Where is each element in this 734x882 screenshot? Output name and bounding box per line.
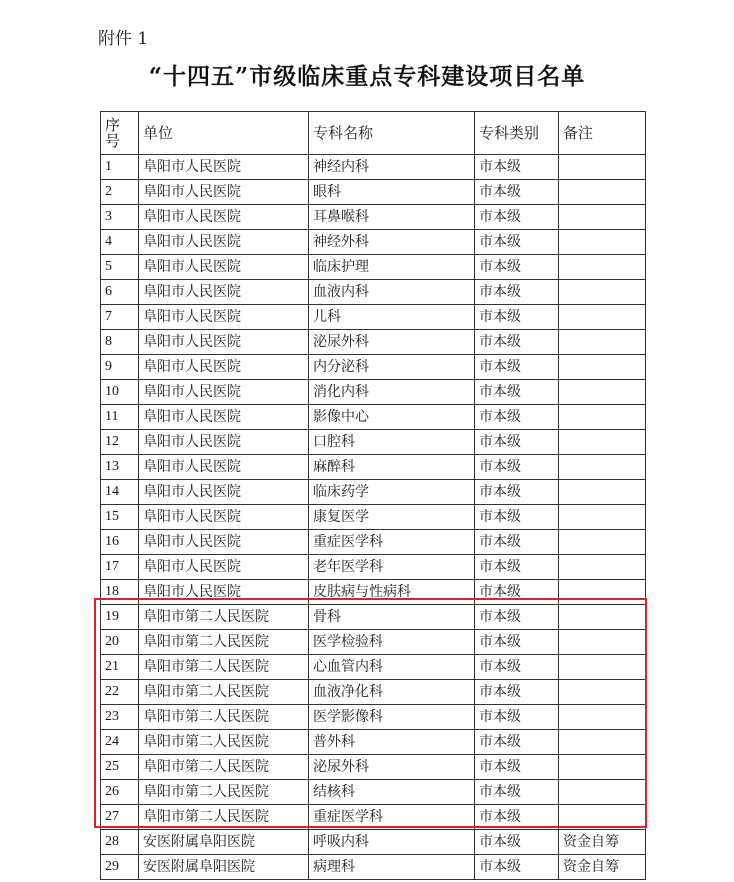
cell-serial-number: 14	[101, 480, 139, 505]
cell-unit: 阜阳市人民医院	[139, 555, 309, 580]
cell-specialty: 麻醉科	[309, 455, 475, 480]
cell-serial-number: 2	[101, 180, 139, 205]
cell-note	[559, 655, 646, 680]
table-row	[101, 680, 646, 705]
cell-note	[559, 480, 646, 505]
cell-unit: 阜阳市第二人民医院	[139, 805, 309, 830]
table-row	[101, 380, 646, 405]
cell-specialty: 医学影像科	[309, 705, 475, 730]
header-category: 专科类别	[475, 112, 559, 155]
cell-unit: 阜阳市第二人民医院	[139, 655, 309, 680]
cell-category: 市本级	[475, 730, 559, 755]
cell-specialty: 普外科	[309, 730, 475, 755]
cell-serial-number: 11	[101, 405, 139, 430]
cell-category: 市本级	[475, 855, 559, 880]
document-title: “十四五”市级临床重点专科建设项目名单	[148, 63, 586, 90]
cell-serial-number: 13	[101, 455, 139, 480]
table-row	[101, 580, 646, 605]
cell-specialty: 呼吸内科	[309, 830, 475, 855]
cell-category: 市本级	[475, 155, 559, 180]
cell-serial-number: 22	[101, 680, 139, 705]
cell-category: 市本级	[475, 280, 559, 305]
cell-serial-number: 23	[101, 705, 139, 730]
cell-note	[559, 455, 646, 480]
cell-category: 市本级	[475, 605, 559, 630]
cell-serial-number: 12	[101, 430, 139, 455]
cell-unit: 阜阳市第二人民医院	[139, 755, 309, 780]
cell-category: 市本级	[475, 655, 559, 680]
cell-note	[559, 155, 646, 180]
cell-specialty: 眼科	[309, 180, 475, 205]
cell-unit: 阜阳市人民医院	[139, 280, 309, 305]
cell-category: 市本级	[475, 705, 559, 730]
cell-note	[559, 805, 646, 830]
cell-category: 市本级	[475, 530, 559, 555]
table-row	[101, 430, 646, 455]
cell-unit: 阜阳市人民医院	[139, 180, 309, 205]
cell-specialty: 泌尿外科	[309, 330, 475, 355]
table-row	[101, 830, 646, 855]
cell-category: 市本级	[475, 305, 559, 330]
header-serial-top: 序	[105, 116, 121, 134]
cell-serial-number: 25	[101, 755, 139, 780]
table-row	[101, 505, 646, 530]
table-row	[101, 180, 646, 205]
cell-serial-number: 5	[101, 255, 139, 280]
cell-category: 市本级	[475, 580, 559, 605]
cell-category: 市本级	[475, 230, 559, 255]
attachment-label: 附件 1	[98, 29, 149, 49]
table-row	[101, 280, 646, 305]
cell-unit: 阜阳市人民医院	[139, 505, 309, 530]
cell-specialty: 康复医学	[309, 505, 475, 530]
cell-note	[559, 430, 646, 455]
cell-category: 市本级	[475, 355, 559, 380]
cell-specialty: 神经内科	[309, 155, 475, 180]
cell-note	[559, 730, 646, 755]
cell-specialty: 临床药学	[309, 480, 475, 505]
cell-unit: 安医附属阜阳医院	[139, 855, 309, 880]
cell-serial-number: 24	[101, 730, 139, 755]
cell-unit: 阜阳市第二人民医院	[139, 680, 309, 705]
cell-unit: 阜阳市人民医院	[139, 530, 309, 555]
cell-specialty: 血液内科	[309, 280, 475, 305]
cell-specialty: 儿科	[309, 305, 475, 330]
cell-serial-number: 9	[101, 355, 139, 380]
header-serial-bottom: 号	[105, 132, 121, 150]
cell-unit: 阜阳市第二人民医院	[139, 730, 309, 755]
header-specialty: 专科名称	[309, 112, 475, 155]
cell-unit: 阜阳市人民医院	[139, 255, 309, 280]
cell-category: 市本级	[475, 330, 559, 355]
cell-note	[559, 630, 646, 655]
cell-serial-number: 4	[101, 230, 139, 255]
table-row	[101, 355, 646, 380]
table-row	[101, 205, 646, 230]
cell-note	[559, 230, 646, 255]
cell-unit: 阜阳市人民医院	[139, 580, 309, 605]
cell-specialty: 医学检验科	[309, 630, 475, 655]
cell-unit: 阜阳市人民医院	[139, 455, 309, 480]
project-list-table	[100, 111, 646, 880]
cell-note	[559, 255, 646, 280]
cell-specialty: 皮肤病与性病科	[309, 580, 475, 605]
cell-serial-number: 29	[101, 855, 139, 880]
cell-note	[559, 305, 646, 330]
cell-note	[559, 330, 646, 355]
cell-category: 市本级	[475, 255, 559, 280]
cell-unit: 阜阳市人民医院	[139, 355, 309, 380]
cell-unit: 阜阳市人民医院	[139, 430, 309, 455]
cell-specialty: 骨科	[309, 605, 475, 630]
cell-unit: 阜阳市人民医院	[139, 230, 309, 255]
table-row	[101, 305, 646, 330]
cell-category: 市本级	[475, 555, 559, 580]
cell-note	[559, 355, 646, 380]
table-row	[101, 155, 646, 180]
table-row	[101, 255, 646, 280]
cell-note	[559, 530, 646, 555]
cell-note	[559, 680, 646, 705]
cell-specialty: 病理科	[309, 855, 475, 880]
cell-note	[559, 755, 646, 780]
table-row	[101, 555, 646, 580]
cell-specialty: 内分泌科	[309, 355, 475, 380]
cell-unit: 阜阳市第二人民医院	[139, 705, 309, 730]
cell-specialty: 影像中心	[309, 405, 475, 430]
cell-serial-number: 15	[101, 505, 139, 530]
cell-serial-number: 26	[101, 780, 139, 805]
cell-serial-number: 10	[101, 380, 139, 405]
header-serial-number	[101, 112, 139, 155]
table-row	[101, 455, 646, 480]
cell-note	[559, 380, 646, 405]
cell-serial-number: 8	[101, 330, 139, 355]
table-row	[101, 630, 646, 655]
cell-unit: 阜阳市人民医院	[139, 405, 309, 430]
cell-specialty: 重症医学科	[309, 805, 475, 830]
cell-specialty: 重症医学科	[309, 530, 475, 555]
cell-category: 市本级	[475, 805, 559, 830]
cell-note	[559, 580, 646, 605]
cell-category: 市本级	[475, 830, 559, 855]
cell-specialty: 老年医学科	[309, 555, 475, 580]
cell-note	[559, 780, 646, 805]
cell-note	[559, 705, 646, 730]
cell-unit: 阜阳市第二人民医院	[139, 630, 309, 655]
table-row	[101, 405, 646, 430]
cell-category: 市本级	[475, 205, 559, 230]
cell-serial-number: 27	[101, 805, 139, 830]
cell-specialty: 消化内科	[309, 380, 475, 405]
cell-category: 市本级	[475, 405, 559, 430]
cell-note	[559, 205, 646, 230]
cell-unit: 阜阳市人民医院	[139, 305, 309, 330]
table-row	[101, 330, 646, 355]
table-row	[101, 730, 646, 755]
cell-serial-number: 18	[101, 580, 139, 605]
cell-specialty: 血液净化科	[309, 680, 475, 705]
cell-note	[559, 405, 646, 430]
cell-unit: 阜阳市第二人民医院	[139, 605, 309, 630]
cell-serial-number: 21	[101, 655, 139, 680]
cell-note: 资金自筹	[559, 855, 646, 880]
cell-unit: 阜阳市人民医院	[139, 330, 309, 355]
cell-specialty: 结核科	[309, 780, 475, 805]
cell-serial-number: 3	[101, 205, 139, 230]
cell-specialty: 心血管内科	[309, 655, 475, 680]
cell-note	[559, 505, 646, 530]
table-row	[101, 805, 646, 830]
table-row	[101, 230, 646, 255]
cell-unit: 阜阳市第二人民医院	[139, 780, 309, 805]
cell-specialty: 泌尿外科	[309, 755, 475, 780]
cell-serial-number: 17	[101, 555, 139, 580]
cell-unit: 安医附属阜阳医院	[139, 830, 309, 855]
cell-specialty: 神经外科	[309, 230, 475, 255]
cell-specialty: 口腔科	[309, 430, 475, 455]
cell-category: 市本级	[475, 430, 559, 455]
cell-serial-number: 6	[101, 280, 139, 305]
cell-category: 市本级	[475, 480, 559, 505]
table-row	[101, 780, 646, 805]
cell-unit: 阜阳市人民医院	[139, 155, 309, 180]
cell-category: 市本级	[475, 755, 559, 780]
cell-category: 市本级	[475, 455, 559, 480]
cell-unit: 阜阳市人民医院	[139, 380, 309, 405]
cell-serial-number: 7	[101, 305, 139, 330]
table-row	[101, 530, 646, 555]
table-row	[101, 605, 646, 630]
cell-category: 市本级	[475, 180, 559, 205]
table-row	[101, 705, 646, 730]
cell-serial-number: 20	[101, 630, 139, 655]
cell-note	[559, 555, 646, 580]
cell-serial-number: 1	[101, 155, 139, 180]
cell-unit: 阜阳市人民医院	[139, 205, 309, 230]
header-note: 备注	[559, 112, 646, 155]
cell-specialty: 耳鼻喉科	[309, 205, 475, 230]
cell-category: 市本级	[475, 630, 559, 655]
table-row	[101, 855, 646, 880]
table-header-row	[101, 112, 646, 155]
cell-serial-number: 28	[101, 830, 139, 855]
cell-serial-number: 19	[101, 605, 139, 630]
table-row	[101, 480, 646, 505]
cell-category: 市本级	[475, 780, 559, 805]
cell-serial-number: 16	[101, 530, 139, 555]
cell-note: 资金自筹	[559, 830, 646, 855]
cell-category: 市本级	[475, 380, 559, 405]
cell-note	[559, 180, 646, 205]
table-row	[101, 755, 646, 780]
cell-note	[559, 280, 646, 305]
cell-unit: 阜阳市人民医院	[139, 480, 309, 505]
cell-category: 市本级	[475, 505, 559, 530]
header-unit: 单位	[139, 112, 309, 155]
cell-note	[559, 605, 646, 630]
cell-category: 市本级	[475, 680, 559, 705]
cell-specialty: 临床护理	[309, 255, 475, 280]
table-row	[101, 655, 646, 680]
